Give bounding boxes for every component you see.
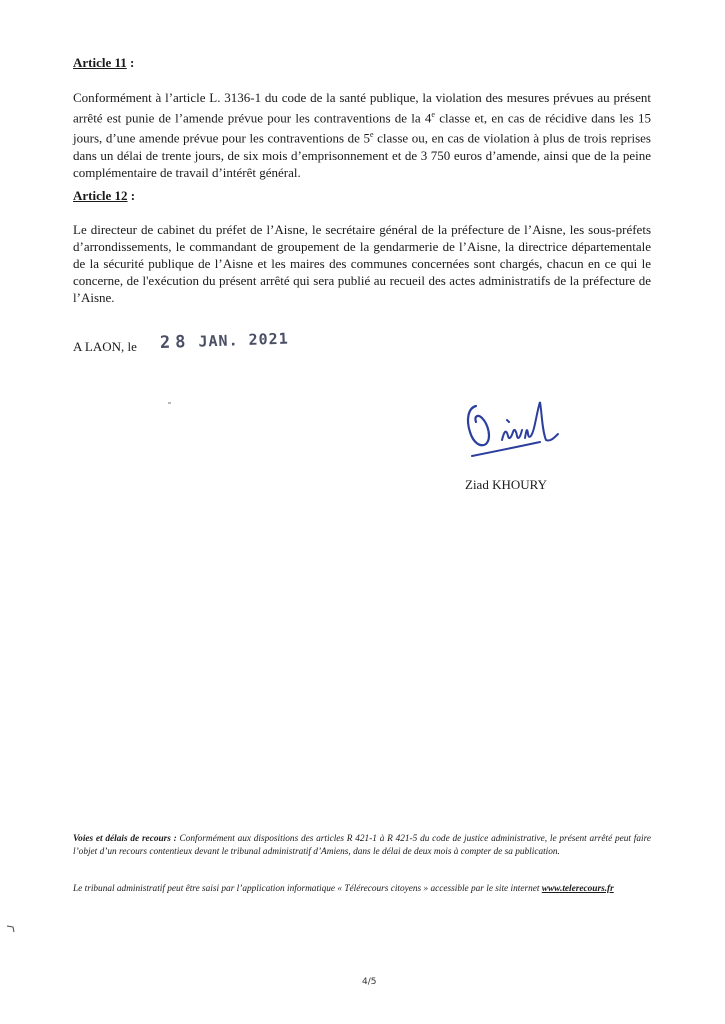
article-11-text-part-2: classe et, en cas de récidive dans les 15 jours, d’une amende prévue pour les contraventions de 5 — [73, 110, 651, 146]
place-date-prefix: A LAON, le — [73, 339, 137, 354]
recours-label: Voies et délais de recours : — [73, 834, 177, 844]
article-11-heading — [73, 55, 134, 71]
article-12-heading — [73, 188, 135, 204]
article-12-colon: : — [127, 188, 136, 203]
signer-name: Ziad KHOURY — [465, 477, 547, 492]
stamp-day: 28 — [159, 331, 191, 353]
article-11-body — [73, 89, 651, 181]
margin-tick-mark — [6, 924, 16, 934]
telerecours-text: Le tribunal administratif peut être saisi par l’application informatique « Télérecours citoyens » accessible par le site internet — [73, 884, 542, 894]
article-11-text-part-3: classe ou, en cas de violation à plus de trois reprises dans un délai de trente jours, de six mois d’emprisonnement et de 3 750 euros d’amende, ainsi que de la peine complémentaire de travail d’intérêt général. — [73, 130, 651, 180]
page-number: 4/5 — [362, 977, 377, 987]
article-12-title: Article 12 — [73, 188, 128, 203]
article-11-colon: : — [126, 55, 135, 70]
stamp-month-year: JAN. 2021 — [198, 329, 290, 351]
telerecours-notice — [73, 883, 651, 896]
article-12-body: Le directeur de cabinet du préfet de l’Aisne, le secrétaire général de la préfecture de l’Aisne, les sous-préfets d’arrondissements, le commandant de groupement de la gendarmerie de l’Aisne, la directrice départementale de la sécurité publique de l’Aisne et les maires des communes concernées sont chargés, chacun en ce qui le concerne, de l'exécution du présent arrêté qui sera publié au recueil des actes administratifs de la préfecture de l’Aisne. — [73, 222, 651, 305]
recours-text: Conformément aux dispositions des articles R 421-1 à R 421-5 du code de justice administrative, le présent arrêté peut faire l’objet d’un recours contentieux devant le tribunal administratif d’Amiens, dans le délai de deux mois à compter de sa publication. — [73, 834, 652, 857]
article-11-superscript-1: e — [431, 110, 435, 119]
article-11-superscript-2: e — [369, 130, 374, 140]
handwritten-signature — [462, 398, 572, 464]
telerecours-link[interactable]: www.telerecours.fr — [541, 884, 614, 894]
scan-speck — [168, 402, 171, 404]
article-11-title: Article 11 — [73, 55, 127, 70]
recours-notice — [73, 833, 651, 858]
article-11-text-part-1: Conformément à l’article L. 3136-1 du code de la santé publique, la violation des mesures prévues au présent arrêté est punie de l’amende prévue pour les contraventions de la 4 — [73, 90, 651, 126]
date-stamp — [160, 329, 289, 353]
